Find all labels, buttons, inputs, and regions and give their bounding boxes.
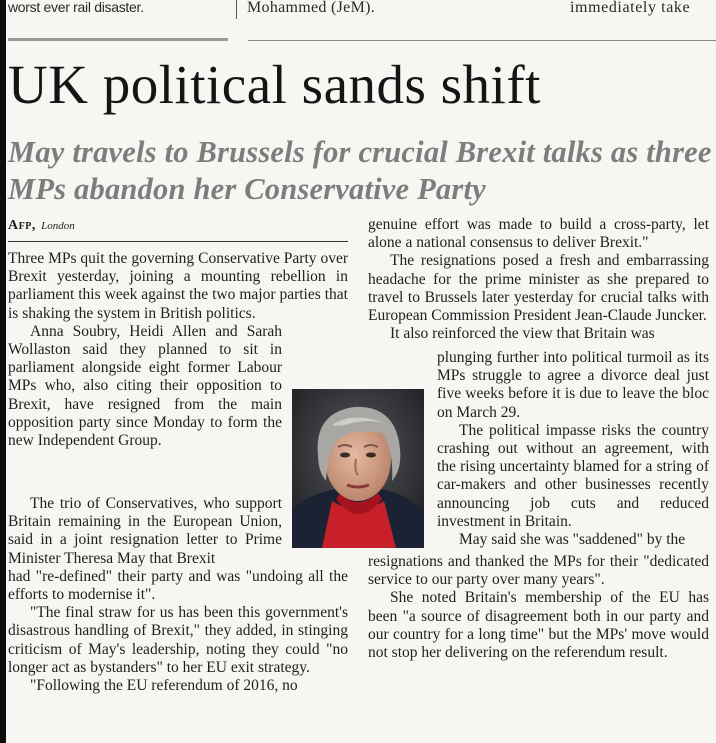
paragraph-continuation: resignations and thanked the MPs for their "dedicated service to our party over many years". xyxy=(368,553,709,589)
byline xyxy=(8,216,348,235)
paragraph: She noted Britain's membership of the EU has been "a source of disagreement both in our party and our country for a long time" but the MPs' move would not stop her delivering on the referendum result. xyxy=(368,589,709,662)
byline-rule xyxy=(8,241,348,242)
strip-text-right: immediately take xyxy=(570,0,691,16)
byline-place: London xyxy=(41,220,75,232)
divider-rule-right xyxy=(248,40,716,41)
strip-text-left: worst ever rail disaster. xyxy=(8,0,144,15)
paragraph: "Following the EU referendum of 2016, no xyxy=(30,677,298,695)
paragraph: The political impasse risks the country crashing out without an agreement, with the rising uncertainty blamed for a string of car-makers and other businesses recently announcing job cuts and reduced investment in Britain. xyxy=(437,421,709,530)
previous-articles-strip xyxy=(0,0,716,22)
strip-separator xyxy=(236,0,237,19)
paragraph: The trio of Conservatives, who support Britain remaining in the European Union, said in a joint resignation letter to Prime Minister Theresa May that Brexit xyxy=(8,495,348,568)
paragraph: had "re-defined" their party and was "undoing all the efforts to modernise it". xyxy=(8,567,348,604)
paragraph-continuation: plunging further into political turmoil as its MPs struggle to agree a divorce deal just five weeks before it is due to leave the bloc on March 29. xyxy=(437,349,709,421)
paragraph-continuation: genuine effort was made to build a cross-party, let alone a national consensus to deliver Brexit." xyxy=(368,216,709,252)
portrait-photo xyxy=(292,389,424,548)
paragraph: May said she was "saddened" by the xyxy=(459,531,686,549)
strip-text-middle: Mohammed (JeM). xyxy=(247,0,376,16)
paragraph: The resignations posed a fresh and embarrassing headache for the prime minister as she prepared to travel to Brussels later yesterday for crucial talks with European Commission President Jean-Claude Juncker. xyxy=(368,252,709,325)
paragraph: Three MPs quit the governing Conservative Party over Brexit yesterday, joining a mounting rebellion in parliament this week against the two major parties that is shaking the system in British politics. xyxy=(8,250,348,322)
column-right-top xyxy=(368,216,709,343)
paragraph-text: Anna Soubry, Heidi Allen and Sarah Wollaston said they planned to sit in parliament alongside eight former Labour MPs who, also citing their opposition to Brexit, have resigned from the main opposition party since Monday to form the new Independent Group. xyxy=(8,322,282,450)
paragraph: It also reinforced the view that Britain was xyxy=(390,325,655,343)
article-subheadline: May travels to Brussels for crucial Brexit talks as three MPs abandon her Conservative Party xyxy=(8,135,712,206)
portrait-illustration xyxy=(292,389,424,548)
paragraph: "The final straw for us has been this government's disastrous handling of Brexit," they added, in stinging criticism of May's leadership, noting they could "no longer act as bystanders" to her EU exit strategy. xyxy=(8,604,348,676)
column-right-beside-photo xyxy=(437,349,709,549)
page-edge xyxy=(0,0,6,743)
article-headline: UK political sands shift xyxy=(8,54,541,115)
column-right-bottom xyxy=(368,553,709,662)
byline-agency: Afp, xyxy=(8,218,36,233)
divider-rule-left xyxy=(8,38,228,41)
